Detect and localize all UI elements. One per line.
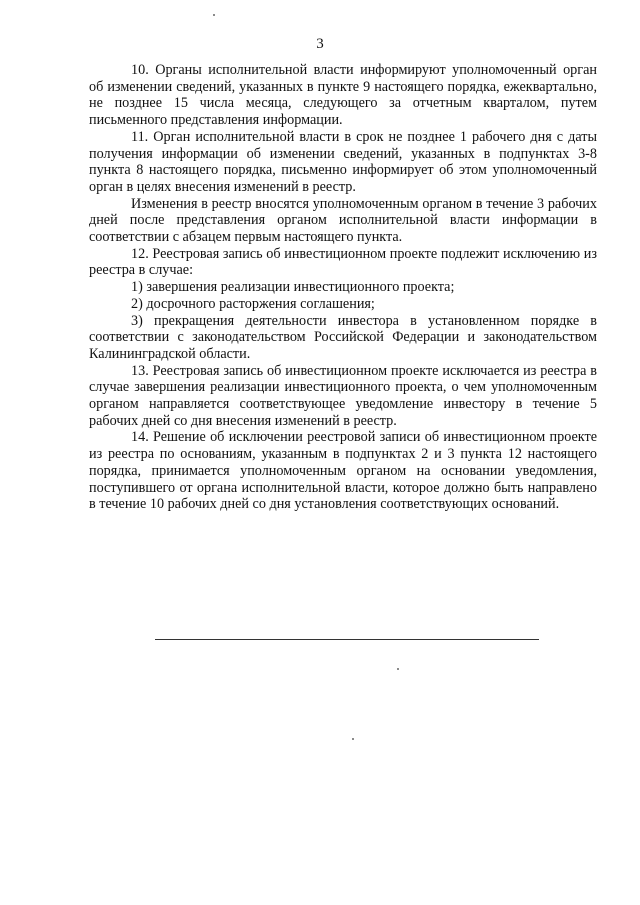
document-body	[89, 62, 597, 513]
paragraph-13: 13. Реестровая запись об инвестиционном проекте исключается из реестра в случае завершения реализации инвестиционного проекта, о чем уполномоченным органом направляется соответствующее уведомление инвестору в течение 5 рабочих дней со дня внесения изменений в реестр.	[89, 362, 597, 429]
paragraph-11-changes: Изменения в реестр вносятся уполномоченным органом в течение 3 рабочих дней после представления органом исполнительной власти информации в соответствии с абзацем первым настоящего пункта.	[89, 195, 597, 246]
paragraph-14: 14. Решение об исключении реестровой записи об инвестиционном проекте из реестра по основаниям, указанным в подпунктах 2 и 3 пункта 12 настоящего порядка, принимается уполномоченным органом на основании уведомления, поступившего от органа исполнительной власти, которое должно быть направлено в течение 10 рабочих дней со дня установления соответствующих оснований.	[89, 429, 597, 513]
paragraph-12-item-2: 2) досрочного расторжения соглашения;	[131, 295, 375, 312]
paragraph-12-item-1: 1) завершения реализации инвестиционного проекта;	[131, 279, 455, 296]
closing-rule	[155, 639, 539, 640]
paragraph-11: 11. Орган исполнительной власти в срок не позднее 1 рабочего дня с даты получения информации об изменении сведений, указанных в подпунктах 3-8 пункта 8 настоящего порядка, письменно информирует об этом уполномоченный орган в целях внесения изменений в реестр.	[89, 128, 597, 195]
paragraph-12: 12. Реестровая запись об инвестиционном проекте подлежит исключению из реестра в случае:	[89, 245, 597, 279]
page-number: 3	[316, 36, 324, 52]
scan-speck	[213, 14, 215, 16]
scan-speck	[352, 738, 354, 740]
scan-speck	[397, 668, 399, 670]
paragraph-10: 10. Органы исполнительной власти информируют уполномоченный орган об изменении сведений, указанных в пункте 9 настоящего порядка, ежеквартально, не позднее 15 числа месяца, следующего за отчетным кварталом, путем письменного представления информации.	[89, 62, 597, 129]
paragraph-12-item-3: 3) прекращения деятельности инвестора в установленном порядке в соответствии с законодательством Российской Федерации и законодательством Калининградской области.	[89, 312, 597, 362]
